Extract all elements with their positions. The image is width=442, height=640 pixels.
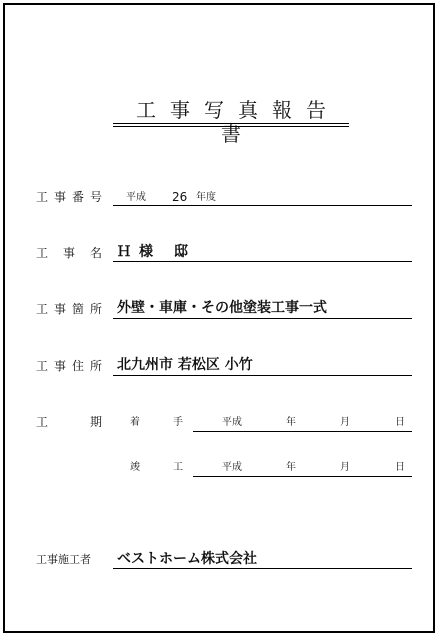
label-char: 工 <box>36 302 49 316</box>
end-label-2: 工 <box>173 462 183 473</box>
label-char: 事 <box>53 359 66 373</box>
label-char: 事 <box>53 190 66 204</box>
name-underline <box>113 261 412 262</box>
start-label-2: 手 <box>173 417 183 428</box>
start-year-unit: 年 <box>286 417 296 428</box>
end-underline <box>193 476 412 477</box>
start-label-1: 着 <box>130 417 140 428</box>
end-day-unit: 日 <box>395 462 405 473</box>
label-char: 工 <box>36 246 49 260</box>
label-char: 事 <box>53 302 66 316</box>
title-underline <box>113 123 349 124</box>
end-era: 平成 <box>222 462 242 473</box>
title-underline-double <box>113 126 349 127</box>
location-value: 外壁・車庫・その他塗装工事一式 <box>117 300 327 316</box>
number-era: 平成 <box>126 192 146 203</box>
number-year: 26 <box>172 190 188 204</box>
address-value: 北九州市 若松区 小竹 <box>117 357 253 373</box>
location-underline <box>113 318 412 319</box>
contractor-underline <box>113 568 412 569</box>
label-char: 住 <box>71 359 84 373</box>
end-label-1: 竣 <box>130 462 140 473</box>
name-value: Ｈ様 邸 <box>117 244 196 260</box>
end-month-unit: 月 <box>340 462 350 473</box>
label-char: 所 <box>89 359 102 373</box>
label-char: 工 <box>36 190 49 204</box>
label-char: 工 <box>36 415 49 429</box>
contractor-value: ベストホーム株式会社 <box>117 551 257 567</box>
label-char: 期 <box>89 415 102 429</box>
label-char: 所 <box>89 302 102 316</box>
document-title: 工事写真報告書 <box>136 98 340 146</box>
label-char: 名 <box>89 246 102 260</box>
start-day-unit: 日 <box>395 417 405 428</box>
number-underline <box>113 205 412 206</box>
label-char: 箇 <box>71 302 84 316</box>
label-koji-mei <box>36 246 102 260</box>
label-char: 工 <box>36 359 49 373</box>
label-char: 事 <box>62 246 75 260</box>
end-year-unit: 年 <box>286 462 296 473</box>
label-char: 号 <box>89 190 102 204</box>
label-contractor: 工事施工者 <box>36 553 91 566</box>
label-koji-bango <box>36 190 102 204</box>
number-suffix: 年度 <box>196 192 216 203</box>
label-koji-jusho <box>36 359 102 373</box>
start-era: 平成 <box>222 417 242 428</box>
start-month-unit: 月 <box>340 417 350 428</box>
label-char: 番 <box>71 190 84 204</box>
address-underline <box>113 375 412 376</box>
start-underline <box>193 431 412 432</box>
label-koji-kasho <box>36 302 102 316</box>
label-koki <box>36 415 102 429</box>
